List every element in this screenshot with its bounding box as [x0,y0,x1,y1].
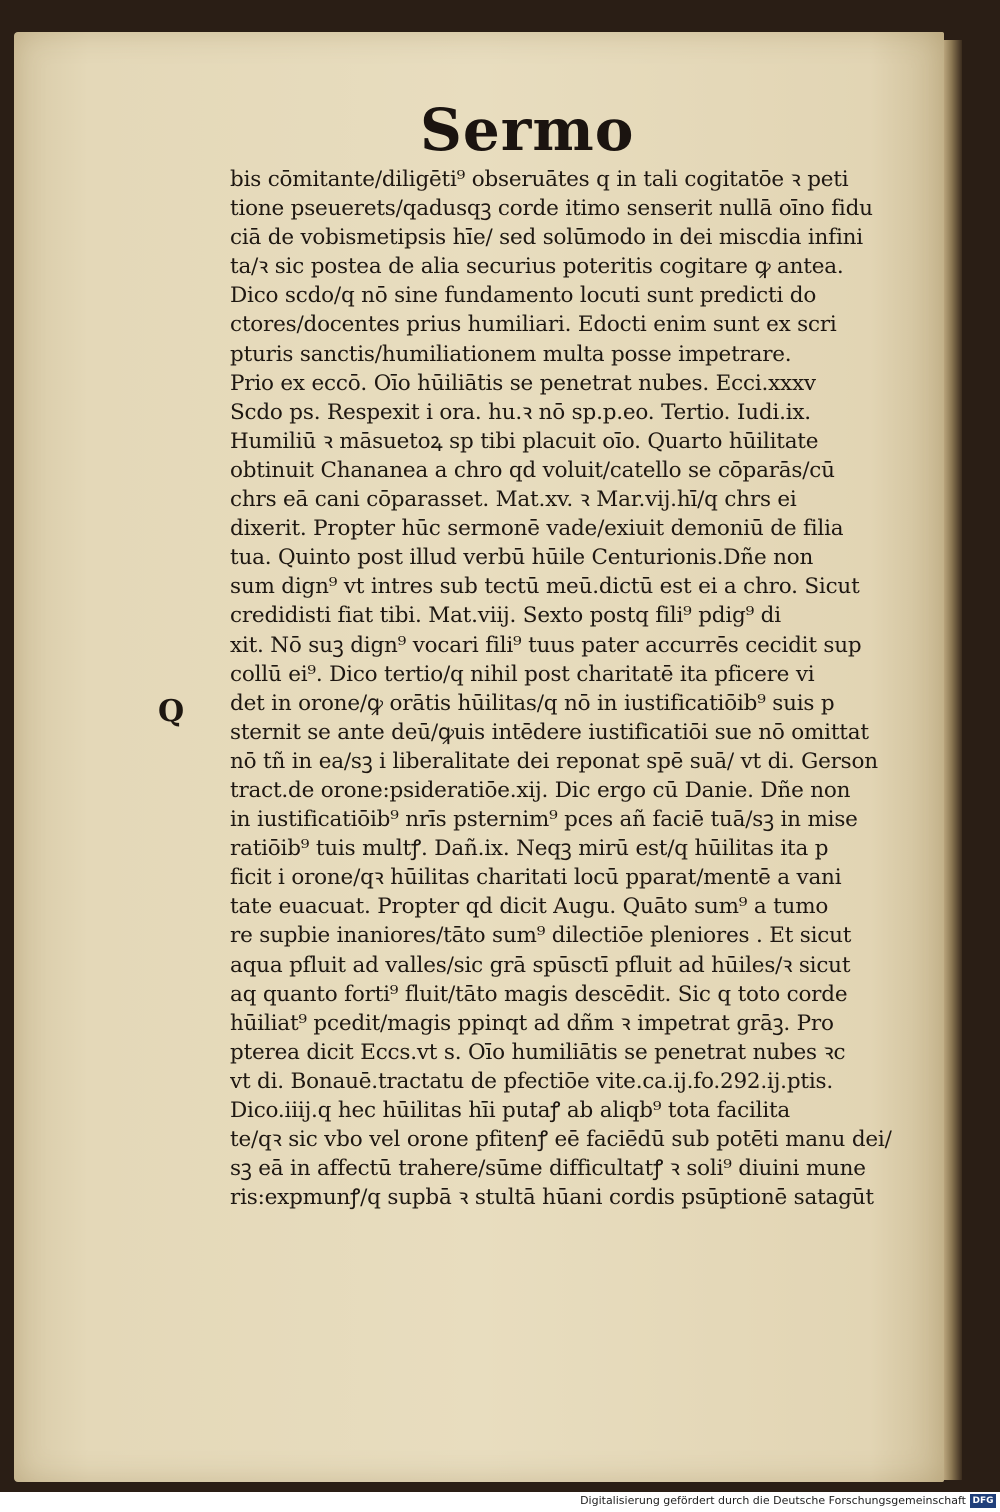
text-line: ris:expmunꝭ/q supbā ꝛ stultā hūani cordis psūptionē satagūt [230,1185,874,1211]
text-line: pturis sanctis/humiliationem multa posse impetrare. [230,341,792,367]
margin-mark: Q [158,694,185,729]
text-line: sum dign⁹ vt intres sub tectū meū.dictū est ei a chro. Sicut [230,574,860,600]
text-line: Dico scdo/q nō sine fundamento locuti sunt predicti do [230,283,817,309]
text-line: in iustificatiōib⁹ nrīs psternim⁹ pces añ faciē tuā/sꝫ in mise [230,807,858,833]
dfg-logo: DFG [970,1494,996,1508]
text-line: tract.de orone:psideratiōe.xij. Dic ergo cū Danie. Dñe non [230,777,851,803]
text-line: obtinuit Chananea a chro qd voluit/catello se cōparās/cū [230,457,835,483]
text-line: hūiliat⁹ pcedit/magis ppinqt ad dñm ꝛ impetrat grāꝫ. Pro [230,1010,834,1036]
text-line: sꝫ eā in affectū trahere/sūme difficultatꝭ ꝛ soli⁹ diuini mune [230,1156,866,1182]
text-line: Humiliū ꝛ māsuetoꝝ sp tibi placuit oīo. Quarto hūilitate [230,428,819,454]
text-line: ctores/docentes prius humiliari. Edocti enim sunt ex scri [230,312,837,338]
text-line: ratiōib⁹ tuis multꝭ. Dañ.ix. Neqꝫ mirū est/q hūilitas ita p [230,836,829,862]
text-line: det in orone/ꝙ orātis hūilitas/q nō in iustificatiōib⁹ suis p [230,690,835,716]
text-line: chrs eā cani cōparasset. Mat.xv. ꝛ Mar.vij.hī/q chrs ei [230,487,797,513]
text-line: collū ei⁹. Dico tertio/q nihil post charitatē ita pficere vi [230,661,815,687]
funding-credit: Digitalisierung gefördert durch die Deutsche Forschungsgemeinschaft [580,1494,966,1507]
text-line: ficit i orone/qꝛ hūilitas charitati locū pparat/mentē a vani [230,865,842,891]
text-line: nō tñ in ea/sꝫ i liberalitate dei reponat spē suā/ vt di. Gerson [230,748,878,774]
page-title: Sermo [420,96,635,164]
text-line: ta/ꝛ sic postea de alia securius poteritis cogitare ꝙ antea. [230,254,844,280]
text-line: ciā de vobismetipsis hīe/ sed solūmodo in dei miscdia infini [230,225,863,251]
text-line: bis cōmitante/diligēti⁹ obseruātes q in tali cogitatōe ꝛ peti [230,167,849,192]
text-line: xit. Nō suꝫ dign⁹ vocari fili⁹ tuus pater accurrēs cecidit sup [230,632,862,658]
text-line: te/qꝛ sic vbo vel orone pfitenꝭ eē faciēdū sub potēti manu dei/ [230,1127,892,1153]
text-line: re supbie inaniores/tāto sum⁹ dilectiōe pleniores . Et sicut [230,923,852,949]
text-line: tua. Quinto post illud verbū hūile Centurionis.Dñe non [230,545,814,571]
text-line: Prio ex eccō. Oīo hūiliātis se penetrat nubes. Ecci.xxxv [230,370,816,396]
text-line: vt di. Bonauē.tractatu de pfectiōe vite.ca.ij.fo.292.ij.ptis. [230,1068,833,1094]
text-line: Dico.iiij.q hec hūilitas hīi putaꝭ ab aliqb⁹ tota facilita [230,1098,791,1123]
text-block [230,165,910,1212]
text-line: dixerit. Propter hūc sermonē vade/exiuit demoniū de filia [230,516,844,542]
text-line: sternit se ante deū/ꝙuis intēdere iustificatiōi sue nō omittat [230,719,869,745]
page-edge [944,40,962,1480]
text-line: tione pseuerets/qadusqꝫ corde itimo senserit nullā oīno fidu [230,196,873,222]
text-line: aqua pfluit ad valles/sic grā spūsctī pfluit ad hūiles/ꝛ sicut [230,952,851,978]
footer-bar [0,1492,1000,1512]
text-line: Scdo ps. Respexit i ora. hu.ꝛ nō sp.p.eo. Tertio. Iudi.ix. [230,399,811,425]
text-line: aq quanto forti⁹ fluit/tāto magis descēdit. Sic q toto corde [230,981,848,1007]
text-line: credidisti fiat tibi. Mat.viij. Sexto postq fili⁹ pdig⁹ di [230,603,781,629]
text-line: pterea dicit Eccs.vt s. Oīo humiliātis se penetrat nubes ꝛc [230,1039,846,1065]
text-line: tate euacuat. Propter qd dicit Augu. Quāto sum⁹ a tumo [230,894,829,920]
